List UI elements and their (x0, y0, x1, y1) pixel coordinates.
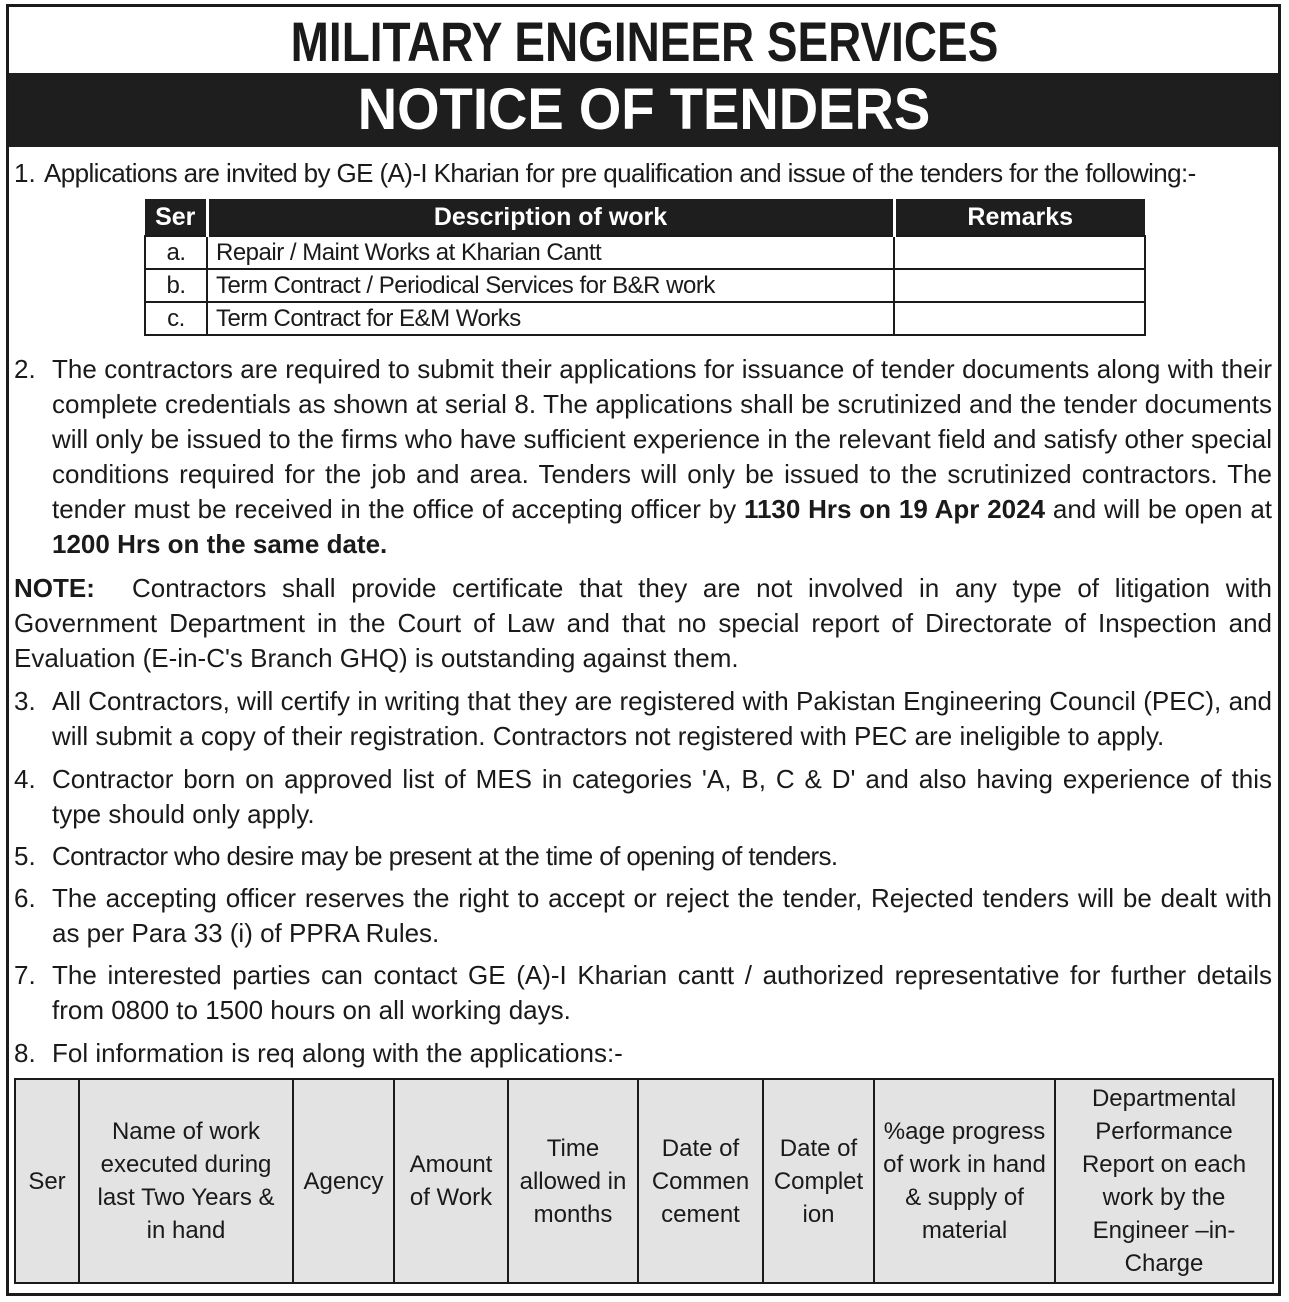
works-table-header (145, 199, 1145, 236)
opening-time: 1200 Hrs on the same date. (52, 529, 388, 559)
para-number: 1. (14, 158, 36, 188)
info-table-header (15, 1079, 1273, 1283)
table-row (145, 236, 1145, 269)
para-number: 6. (14, 883, 36, 913)
org-title: MILITARY ENGINEER SERVICES (290, 10, 999, 73)
col-header-date-commencement: Date of Commen cement (638, 1079, 763, 1283)
note-body (14, 571, 1272, 676)
col-header-ser: Ser (15, 1079, 79, 1283)
notice-banner (9, 73, 1279, 147)
para-1 (14, 156, 1272, 191)
note-label: NOTE: (14, 573, 95, 603)
para-text: Fol information is req along with the applications:- (52, 1038, 623, 1068)
col-header-amount: Amount of Work (394, 1079, 508, 1283)
para-8 (14, 1036, 1272, 1071)
para-text: Contractor born on approved list of MES in categories 'A, B, C & D' and also having experience of this type should only apply. (52, 764, 1272, 829)
para-number: 2. (14, 354, 36, 384)
para-text: All Contractors, will certify in writing that they are registered with Pakistan Engineering Council (PEC), and will submit a copy of their registration. Contractors not registered with PEC are ineligible to apply. (52, 686, 1272, 751)
row-remarks (894, 269, 1145, 302)
col-header-remarks: Remarks (894, 199, 1145, 236)
info-table (14, 1078, 1274, 1284)
row-ser: c. (145, 302, 207, 335)
para-text: The accepting officer reserves the right to accept or reject the tender, Rejected tenders will be dealt with as per Para 33 (i) of PPRA Rules. (52, 883, 1272, 948)
para-5 (14, 839, 1272, 874)
row-remarks (894, 302, 1145, 335)
table-row (145, 269, 1145, 302)
banner-title: NOTICE OF TENDERS (357, 77, 931, 142)
submission-deadline: 1130 Hrs on 19 Apr 2024 (743, 494, 1046, 524)
para-number: 7. (14, 960, 36, 990)
col-header-name-of-work: Name of work executed during last Two Years & in hand (79, 1079, 293, 1283)
row-description: Term Contract / Periodical Services for B&R work (207, 269, 894, 302)
col-header-progress: %age progress of work in hand & supply of material (874, 1079, 1055, 1283)
para-2 (14, 352, 1272, 562)
col-header-date-completion: Date of Complet ion (763, 1079, 874, 1283)
col-header-description: Description of work (207, 199, 894, 236)
para-text: The interested parties can contact GE (A)-I Kharian cantt / authorized representative for further details from 0800 to 1500 hours on all working days. (52, 960, 1272, 1025)
works-table (144, 199, 1146, 336)
para-2-body-cont: and will be open at (1052, 494, 1272, 524)
para-7 (14, 958, 1272, 1028)
col-header-ser: Ser (145, 199, 207, 236)
para-6 (14, 881, 1272, 951)
para-number: 4. (14, 764, 36, 794)
para-2-body: The contractors are required to submit their applications for issuance of tender documents along with their complete credentials as shown at serial 8. The applications shall be scrutinized and the tender documents will only be issued to the firms who have sufficient experience in the relevant field and satisfy other special conditions required for the job and area. Tenders will only be issued to the scrutinized contractors. The tender must be received in the office of accepting officer by (52, 354, 1272, 524)
row-description: Repair / Maint Works at Kharian Cantt (207, 236, 894, 269)
para-number: 5. (14, 841, 36, 871)
para-3 (14, 684, 1272, 754)
para-text: Contractor who desire may be present at the time of opening of tenders. (52, 841, 838, 871)
note-text: Contractors shall provide certificate that they are not involved in any type of litigation with Government Department in the Court of Law and that no special report of Directorate of Inspection and Evaluation (E-in-C's Branch GHQ) is outstanding against them. (14, 573, 1272, 673)
note (14, 571, 1272, 676)
row-ser: b. (145, 269, 207, 302)
table-row (145, 302, 1145, 335)
row-remarks (894, 236, 1145, 269)
para-number: 3. (14, 686, 36, 716)
para-text: Applications are invited by GE (A)-I Kharian for pre qualification and issue of the tenders for the following:- (44, 158, 1196, 188)
para-4 (14, 762, 1272, 832)
col-header-agency: Agency (293, 1079, 394, 1283)
row-ser: a. (145, 236, 207, 269)
col-header-time-allowed: Time allowed in months (508, 1079, 638, 1283)
para-text (52, 352, 1272, 562)
row-description: Term Contract for E&M Works (207, 302, 894, 335)
para-number: 8. (14, 1038, 36, 1068)
col-header-performance-report: Departmental Performance Report on each work by the Engineer –in-Charge (1055, 1079, 1273, 1283)
